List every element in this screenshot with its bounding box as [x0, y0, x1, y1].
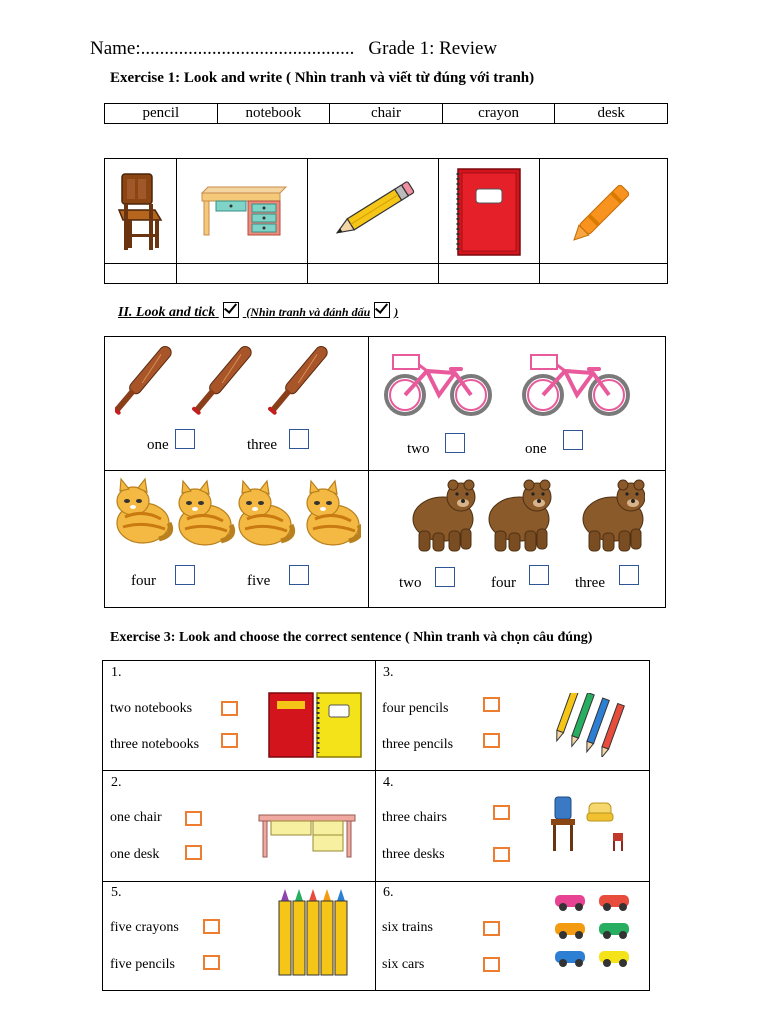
- choice-checkbox[interactable]: [221, 733, 238, 748]
- tick-option-label: two: [399, 575, 422, 591]
- choice-checkbox[interactable]: [221, 701, 238, 716]
- name-field-label: Name:.............................................: [90, 38, 355, 59]
- checkbox-ticked-icon: [223, 302, 239, 318]
- cat-picture: [179, 481, 233, 545]
- tick-checkbox[interactable]: [445, 433, 465, 453]
- answer-blank[interactable]: [308, 264, 439, 284]
- tick-checkbox[interactable]: [619, 565, 639, 585]
- cat-picture: [239, 481, 293, 545]
- answer-blank[interactable]: [439, 264, 539, 284]
- item-number: 4.: [383, 775, 394, 790]
- choice-label: three desks: [382, 847, 445, 862]
- bicycles-picture: [383, 343, 643, 423]
- exercise2-title-sub: (Nhìn tranh và đánh dấu: [246, 305, 371, 319]
- word-bank-item: notebook: [217, 104, 330, 124]
- exercise2-title: [118, 302, 398, 321]
- choice-checkbox[interactable]: [185, 811, 202, 826]
- chairs-picture: [549, 795, 635, 855]
- tick-option-label: five: [247, 573, 271, 589]
- word-bank-table: [104, 103, 668, 124]
- grid-divider: [105, 470, 665, 471]
- answer-blank[interactable]: [539, 264, 667, 284]
- answer-blank[interactable]: [105, 264, 177, 284]
- choice-checkbox[interactable]: [203, 955, 220, 970]
- tick-checkbox[interactable]: [175, 429, 195, 449]
- choice-label: five crayons: [110, 920, 179, 935]
- worksheet-header: [90, 38, 497, 60]
- word-bank-item: crayon: [442, 104, 555, 124]
- desk-picture: [196, 183, 288, 239]
- picture-table: [104, 158, 668, 284]
- picture-cell-desk: [176, 159, 307, 264]
- bicycle-picture: [524, 355, 628, 414]
- cat-picture: [307, 481, 361, 545]
- exercise2-title-main: II. Look and tick: [118, 305, 216, 320]
- cats-picture: [111, 477, 361, 549]
- choice-label: five pencils: [110, 957, 175, 972]
- cat-picture: [117, 479, 171, 543]
- tick-checkbox[interactable]: [563, 430, 583, 450]
- choice-checkbox[interactable]: [483, 921, 500, 936]
- choice-label: two notebooks: [110, 701, 193, 716]
- exercise1-title: Exercise 1: Look and write ( Nhìn tranh và viết từ đúng với tranh): [110, 70, 535, 86]
- word-bank-item: pencil: [105, 104, 218, 124]
- bears-picture: [405, 477, 645, 553]
- chair-picture: [115, 170, 165, 252]
- tick-checkbox[interactable]: [289, 429, 309, 449]
- tick-option-label: three: [247, 437, 277, 453]
- tick-option-label: four: [131, 573, 156, 589]
- checkbox-ticked-icon: [374, 302, 390, 318]
- item-number: 6.: [383, 885, 394, 900]
- tick-checkbox[interactable]: [529, 565, 549, 585]
- choice-label: four pencils: [382, 701, 449, 716]
- desk-picture: [257, 809, 357, 859]
- choice-label: six cars: [382, 957, 425, 972]
- bear-picture: [583, 480, 645, 551]
- pencil-picture: [327, 179, 419, 243]
- item-number: 5.: [111, 885, 122, 900]
- choice-label: three pencils: [382, 737, 454, 752]
- tick-checkbox[interactable]: [435, 567, 455, 587]
- tick-option-label: one: [525, 441, 547, 457]
- choice-checkbox[interactable]: [483, 697, 500, 712]
- choice-label: one desk: [110, 847, 160, 862]
- crayons-picture: [275, 887, 355, 979]
- tick-checkbox[interactable]: [289, 565, 309, 585]
- choice-label: six trains: [382, 920, 433, 935]
- bat-picture: [266, 344, 329, 416]
- crayon-picture: [558, 170, 648, 252]
- picture-cell-notebook: [439, 159, 539, 264]
- choice-checkbox[interactable]: [203, 919, 220, 934]
- grid-divider: [103, 770, 649, 771]
- item-number: 2.: [111, 775, 122, 790]
- cars-picture: [551, 887, 637, 979]
- exercise3-title: Exercise 3: Look and choose the correct sentence ( Nhìn tranh và chọn câu đúng): [110, 630, 593, 645]
- exercise2-title-end: ): [394, 305, 399, 319]
- answer-blank[interactable]: [176, 264, 307, 284]
- bats-picture: [115, 341, 355, 423]
- item-number: 1.: [111, 665, 122, 680]
- tick-option-label: two: [407, 441, 430, 457]
- bat-picture: [190, 344, 253, 416]
- bear-picture: [489, 480, 551, 551]
- picture-cell-crayon: [539, 159, 667, 264]
- choice-checkbox[interactable]: [493, 847, 510, 862]
- choice-label: three notebooks: [110, 737, 200, 752]
- word-bank-item: chair: [330, 104, 443, 124]
- choice-label: one chair: [110, 810, 162, 825]
- choice-checkbox[interactable]: [185, 845, 202, 860]
- grade-title: Grade 1: Review: [368, 38, 498, 59]
- bear-picture: [413, 480, 475, 551]
- word-bank-item: desk: [555, 104, 668, 124]
- tick-checkbox[interactable]: [175, 565, 195, 585]
- exercise3-grid: [102, 660, 650, 991]
- pencils-picture: [547, 693, 643, 757]
- tick-option-label: one: [147, 437, 169, 453]
- grid-divider: [375, 661, 376, 990]
- notebook-picture: [454, 165, 524, 257]
- choice-checkbox[interactable]: [483, 733, 500, 748]
- tick-option-label: four: [491, 575, 516, 591]
- grid-divider: [103, 881, 649, 882]
- item-number: 3.: [383, 665, 394, 680]
- choice-label: three chairs: [382, 810, 447, 825]
- tick-option-label: three: [575, 575, 605, 591]
- grid-divider: [368, 337, 369, 607]
- bat-picture: [115, 344, 174, 416]
- bicycle-picture: [386, 355, 490, 414]
- notebooks-picture: [267, 691, 365, 759]
- picture-cell-pencil: [308, 159, 439, 264]
- picture-cell-chair: [105, 159, 177, 264]
- choice-checkbox[interactable]: [483, 957, 500, 972]
- choice-checkbox[interactable]: [493, 805, 510, 820]
- exercise2-grid: [104, 336, 666, 608]
